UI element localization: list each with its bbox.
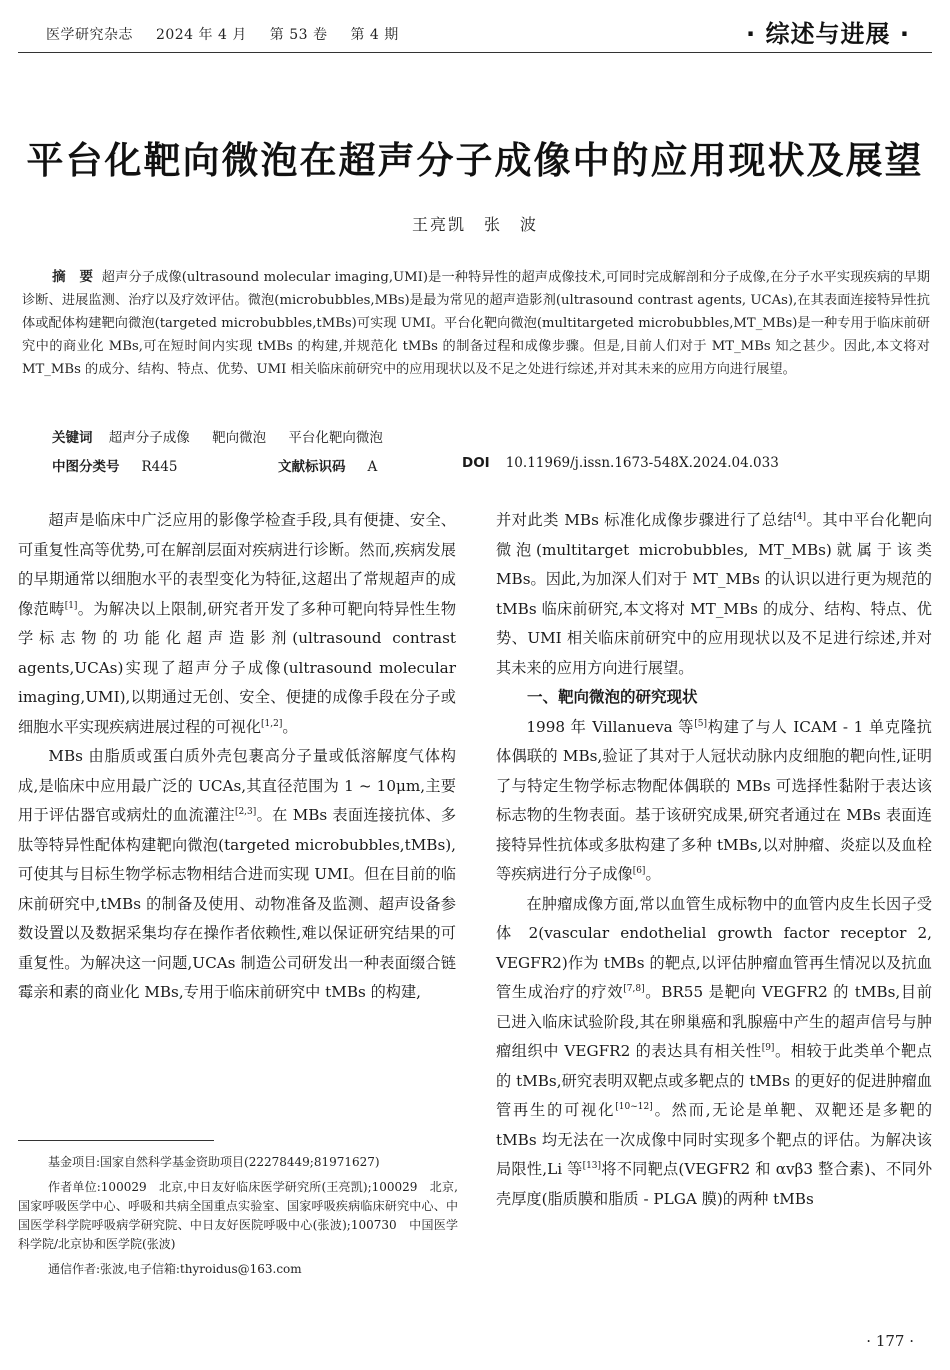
text-run: 将不同靶点(VEGFR2 和 αvβ3 整合素)、不同外壳厚度(脂质膜和脂质 - PLGA 膜)的两种 tMBs <box>496 1160 933 1208</box>
text-run: 在肿瘤成像方面,常以血管生成标物中的血管内皮生长因子受体 2(vascular endothelial growth factor receptor 2, VEGFR2)作为 tMBs 的靶点,以评估肿瘤血管再生情况以及抗血管生成治疗的疗效 <box>496 894 932 1001</box>
keyword-item: 超声分子成像 <box>108 430 190 446</box>
text-run: 。BR55 是靶向 VEGFR2 的 tMBs,目前已进入临床试验阶段,其在卵巢癌和乳腺癌中产生的超声信号与肿瘤组织中 VEGFR2 的表达具有相关性 <box>496 983 933 1060</box>
text-run: MBs 由脂质或蛋白质外壳包裹高分子量或低溶解度气体构成,是临床中应用最广泛的 UCAs,其直径范围为 1 ~ 10μm,主要用于评估器官或病灶的血流灌注 <box>18 747 456 824</box>
doc-code-label: 文献标识码 <box>278 459 346 475</box>
text-run: 。 <box>645 865 661 883</box>
page-header <box>0 0 950 62</box>
paragraph <box>18 742 456 1008</box>
citation: [13] <box>582 1160 602 1171</box>
article-authors: 王亮凯 张 波 <box>411 215 538 234</box>
text-run: 。为解决以上限制,研究者开发了多种可靶向特异性生物学标志物的功能化超声造影剂(ultrasound contrast agents,UCAs)实现了超声分子成像(ultrasound molecular imaging,UMI),以期通过无创、安全、便捷的成像手段在分子或细胞水平实现疾病进展过程的可视化 <box>18 599 457 736</box>
affiliation-note: 作者单位:100029 北京,中日友好临床医学研究所(王亮凯);100029 北京,国家呼吸医学中心、呼吸和共病全国重点实验室、国家呼吸疾病临床研究中心、中国医学科学院呼吸病学研究院、中日友好医院呼吸中心(张波);100730 中国医学科学院/北京协和医学院(张波) <box>18 1180 458 1251</box>
paragraph <box>18 506 456 742</box>
doc-code-group <box>278 455 377 475</box>
text-run: 1998 年 Villanueva 等 <box>526 717 695 736</box>
issue: 第 4 期 <box>350 27 399 43</box>
journal-info <box>46 24 417 44</box>
text-run: 。相较于此类单个靶点的 tMBs,研究表明双靶点或多靶点的 tMBs 的更好的促进肿瘤血管再生的可视化 <box>496 1042 932 1119</box>
volume: 第 53 卷 <box>269 27 328 43</box>
journal-name: 医学研究杂志 <box>46 27 133 43</box>
text-run: 。在 MBs 表面连接抗体、多肽等特异性配体构建靶向微泡(targeted microbubbles,tMBs),可使其与目标生物学标志物相结合进而实现 UMI。但在目前的临床前研究中,tMBs 的制备及使用、动物准备及监测、超声设备参数设置以及数据采集均存在操作者依赖性,难以保证研究结果的可重复性。为解决这一问题,UCAs 制造公司研发出一种表面缀合链霉亲和素的商业化 MBs,专用于临床前研究中 tMBs 的构建, <box>18 806 457 1001</box>
footnotes <box>18 1153 458 1285</box>
header-divider <box>18 52 932 53</box>
doi-label: DOI <box>462 455 490 471</box>
paragraph <box>496 506 932 683</box>
citation: [6] <box>632 865 646 876</box>
paragraph <box>496 890 932 1215</box>
body-column-right <box>496 506 932 1214</box>
text-run: 。其中平台化靶向微泡(multitarget microbubbles, MT_MBs)就属于该类 MBs。因此,为加深人们对于 MT_MBs 的认识以进行更为规范的 tMBs 临床前研究,本文将对 MT_MBs 的成分、结构、特点、优势、UMI 相关临床前研究中的应用现状以及不足进行综述,并对其未来的应用方向进行展望。 <box>496 511 933 677</box>
text-run: 并对此类 MBs 标准化成像步骤进行了总结 <box>496 511 794 529</box>
keywords-label: 关键词 <box>52 430 93 446</box>
clc-label: 中图分类号 <box>52 459 120 475</box>
citation: [9] <box>761 1042 775 1053</box>
text-run: 。 <box>282 717 298 736</box>
doc-code-value: A <box>367 459 378 475</box>
clc-value: R445 <box>141 459 178 475</box>
section-heading: 一、靶向微泡的研究现状 <box>527 688 698 706</box>
keyword-item: 平台化靶向微泡 <box>288 430 383 446</box>
citation: [1] <box>64 600 78 611</box>
abstract <box>22 266 930 381</box>
doi-group <box>462 455 779 471</box>
citation: [10~12] <box>615 1101 653 1112</box>
citation: [5] <box>694 718 708 729</box>
citation: [2,3] <box>234 806 257 817</box>
text-run: 。然而,无论是单靶、双靶还是多靶的 tMBs 均无法在一次成像中同时实现多个靶点的评估。为解决该局限性,Li 等 <box>496 1101 933 1178</box>
text-run: 构建了与人 ICAM - 1 单克隆抗体偶联的 MBs,验证了其对于人冠状动脉内皮细胞的靶向性,证明了与特定生物学标志物配体偶联的 MBs 可选择性黏附于表达该标志物的生物表面。基于该研究成果,研究者通过在 MBs 表面连接特异性抗体或多肽构建了多种 tMBs,以对肿瘤、炎症以及血栓等疾病进行分子成像 <box>496 717 932 883</box>
page-number: · 177 · <box>866 1332 914 1350</box>
doi-value: 10.11969/j.issn.1673-548X.2024.04.033 <box>505 455 779 471</box>
keywords <box>52 426 389 446</box>
text-run: 超声是临床中广泛应用的影像学检查手段,具有便捷、安全、可重复性高等优势,可在解剖层面对疾病进行诊断。然而,疾病发展的早期通常以细胞水平的表型变化为特征,这超出了常规超声的成像范畴 <box>18 511 456 618</box>
article-title: 平台化靶向微泡在超声分子成像中的应用现状及展望 <box>26 139 924 182</box>
body-column-left <box>18 506 456 1008</box>
clc-group <box>52 455 177 475</box>
abstract-text: 超声分子成像(ultrasound molecular imaging,UMI)是一种特异性的超声成像技术,可同时完成解剖和分子成像,在分子水平实现疾病的早期诊断、进展监测、治疗以及疗效评估。微泡(microbubbles,MBs)是最为常见的超声造影剂(ultrasound contrast agents, UCAs),在其表面连接特异性抗体或配体构建靶向微泡(targeted microbubbles,tMBs)可实现 UMI。平台化靶向微泡(multitargeted microbubbles,MT_MBs)是一种专用于临床前研究中的商业化 MBs,可在短时间内实现 tMBs 的构建,并规范化 tMBs 的制备过程和成像步骤。但是,目前人们对于 MT_MBs 知之甚少。因此,本文将对 MT_MBs 的成分、结构、特点、优势、UMI 相关临床前研究中的应用现状以及不足之处进行综述,并对其未来的应用方向进行展望。 <box>22 270 931 377</box>
footnote-divider <box>18 1140 214 1141</box>
citation: [7,8] <box>623 983 645 994</box>
citation: [1,2] <box>261 718 283 729</box>
citation: [4] <box>793 511 807 522</box>
funding-note: 基金项目:国家自然科学基金资助项目(22278449;81971627) <box>48 1155 380 1169</box>
correspondence-note: 通信作者:张波,电子信箱:thyroidus@163.com <box>48 1262 302 1276</box>
paragraph <box>496 713 932 890</box>
section-label: · 综述与进展 · <box>746 20 910 48</box>
keyword-item: 靶向微泡 <box>212 430 267 446</box>
issue-date: 2024 年 4 月 <box>155 27 247 43</box>
abstract-label: 摘 要 <box>52 269 94 285</box>
